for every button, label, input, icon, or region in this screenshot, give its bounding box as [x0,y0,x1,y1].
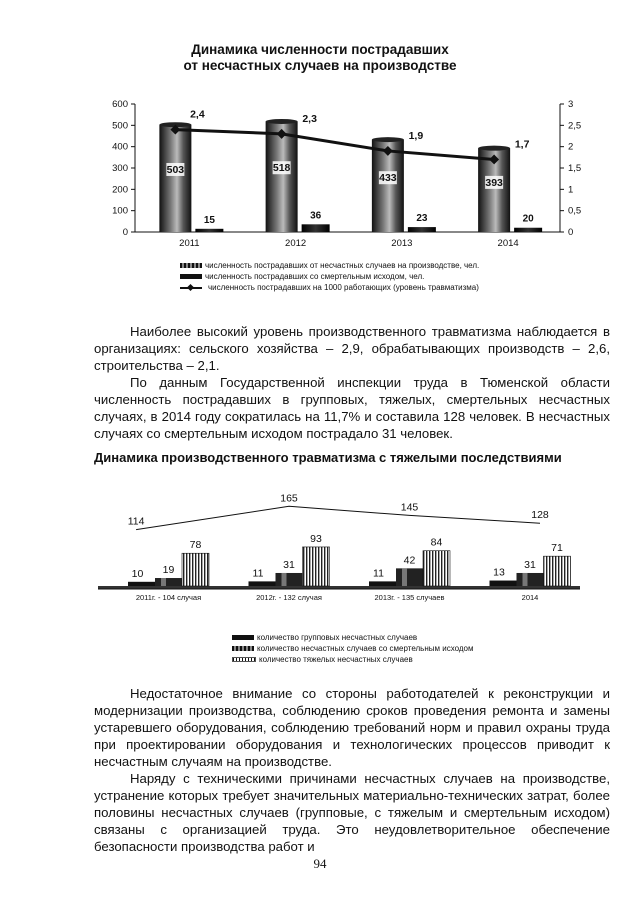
total-label: 128 [531,509,549,522]
x-tick-label: 2013 [391,238,413,249]
rate-label: 1,7 [514,138,530,151]
bar-injured-cap [478,146,510,151]
bar-fatal-label: 15 [203,214,215,226]
legend-swatch-line [180,287,202,289]
y-tick-label: 100 [112,205,128,217]
bar-value-label: 84 [430,536,443,549]
bar-fatal-cases [396,568,423,586]
bar-fatal-highlight [402,568,407,586]
bar-injured-label: 433 [379,172,397,185]
legend-swatch-hatched [180,263,202,268]
bar-fatal [195,229,223,232]
legend-label: численность пострадавших со смертельным исходом, чел. [205,271,425,281]
bar-severe-cases [182,553,209,586]
y2-tick-label: 3 [568,99,574,110]
chart2-legend [232,632,474,665]
rate-label: 2,4 [190,108,205,121]
bar-fatal [408,227,436,232]
chart1 [90,92,610,252]
bar-value-label: 11 [252,567,264,580]
legend-item-rate [180,282,479,293]
legend-swatch-black [232,635,254,640]
legend-swatch-dotted [232,657,256,662]
bar-value-label: 11 [373,567,384,580]
x-tick-label: 2013г. - 135 случаев [374,593,445,602]
y-tick-label: 600 [112,99,128,110]
bar-injured [159,125,191,232]
bar-severe-cases [303,547,330,586]
bar-fatal-label: 36 [310,210,322,222]
bar-fatal-label: 20 [522,213,534,225]
bar-value-label: 19 [162,564,175,577]
bar-value-label: 31 [524,558,536,571]
x-tick-label: 2012г. - 132 случая [256,593,322,602]
chart2-title: Динамика производственного травматизма с тяжелыми последствиями [94,450,562,465]
bar-fatal [514,228,542,232]
chart2 [90,492,610,612]
bar-group-cases [369,581,396,586]
y-tick-label: 0 [122,227,128,238]
legend-swatch-dark [232,646,254,651]
bar-fatal-cases [276,573,303,586]
total-label: 165 [280,492,298,505]
bar-group-cases [249,581,276,586]
bar-value-label: 10 [131,567,144,580]
page-number: 94 [313,856,327,871]
bar-severe-cases [423,551,450,586]
bar-injured-label: 393 [485,176,503,189]
legend-item-fatal [180,271,479,282]
bar-fatal-cases [517,573,544,586]
paragraph-4: Наряду с техническими причинами несчастных случаев на производстве, устранение которых требует значительных материально-технических затрат, более половины несчастных случаев (групповые, с тяжелым и смертельным исходом) связаны с организацией труда. Это неудовлетворительное обеспечение безопасности производства работ и [94,771,610,854]
y2-tick-label: 1,5 [568,163,582,174]
rate-label: 2,3 [302,112,317,125]
legend-item-severe [232,654,474,665]
total-line [136,506,540,529]
y2-tick-label: 2 [568,141,574,153]
bar-group-cases [490,581,517,586]
total-label: 114 [127,515,145,528]
bar-fatal-highlight [161,578,166,586]
y-tick-label: 300 [112,163,128,174]
legend-label: количество групповых несчастных случаев [257,632,418,642]
bar-fatal [302,224,330,232]
legend-label: количество тяжелых несчастных случаев [259,654,413,664]
chart1-legend [180,260,479,293]
bar-group-cases [128,582,155,586]
bar-injured-cap [372,137,404,142]
bar-severe-cases [544,556,571,586]
y-tick-label: 200 [112,184,128,196]
x-tick-label: 2011 [179,238,200,249]
x-tick-label: 2014 [497,238,519,249]
bar-value-label: 42 [403,554,416,567]
bar-value-label: 71 [551,542,563,555]
y2-tick-label: 2,5 [568,120,582,132]
paragraph-2: По данным Государственной инспекции труда в Тюменской области численность пострадавших в групповых, тяжелых, смертельных несчастных случаях, в 2014 году сократилась на 11,7% и составила 128 человек. В несчастных случаях со смертельным исходом пострадало 31 человек. [94,375,610,441]
bar-injured-cap [266,119,298,124]
legend-label: численность пострадавших от несчастных случаев на производстве, чел. [205,260,480,270]
legend-label: количество несчастных случаев со смертельным исходом [257,643,474,653]
legend-item-fatal [232,643,474,654]
total-label: 145 [400,501,419,514]
chart1-title [0,42,640,74]
y2-tick-label: 0 [568,227,574,238]
chart1-title-line1: Динамика численности пострадавших [191,42,449,57]
legend-item-group [232,632,474,643]
chart1-title-line2: от несчастных случаев на производстве [183,58,457,73]
bar-fatal-highlight [282,573,287,586]
x-tick-label: 2014 [521,593,539,602]
bar-value-label: 93 [310,532,322,545]
bar-fatal-cases [155,578,182,586]
x-tick-label: 2012 [285,238,307,249]
x-tick-label: 2011г. - 104 случая [135,593,202,602]
y2-tick-label: 1 [568,184,574,196]
y2-tick-label: 0,5 [568,205,582,217]
paragraph-1: Наиболее высокий уровень производственного травматизма наблюдается в организациях: сельского хозяйства – 2,9, обрабатывающих производств – 2,6, строительства – 2,1. [94,324,610,373]
rate-line [175,130,494,160]
legend-swatch-black [180,274,202,279]
bar-value-label: 13 [493,566,505,579]
bar-fatal-label: 23 [416,213,428,225]
rate-label: 1,9 [408,129,424,142]
y-tick-label: 500 [112,120,128,132]
legend-item-injured [180,260,479,271]
bar-injured-label: 518 [272,162,291,175]
legend-label: численность пострадавших на 1000 работающих (уровень травматизма) [208,282,479,292]
paragraph-3: Недостаточное внимание со стороны работодателей к реконструкции и модернизации производства, соблюдению сроков проведения ремонта и замены устаревшего оборудования, соблюдению требований норм и правил охраны труда при проектировании оборудования и технологических процессов приводит к несчастным случаям на производстве. [94,686,610,769]
bar-value-label: 31 [283,558,295,571]
bar-injured-label: 503 [166,163,185,176]
bar-fatal-highlight [523,573,528,586]
bar-value-label: 78 [189,539,202,552]
y-tick-label: 400 [112,141,128,153]
